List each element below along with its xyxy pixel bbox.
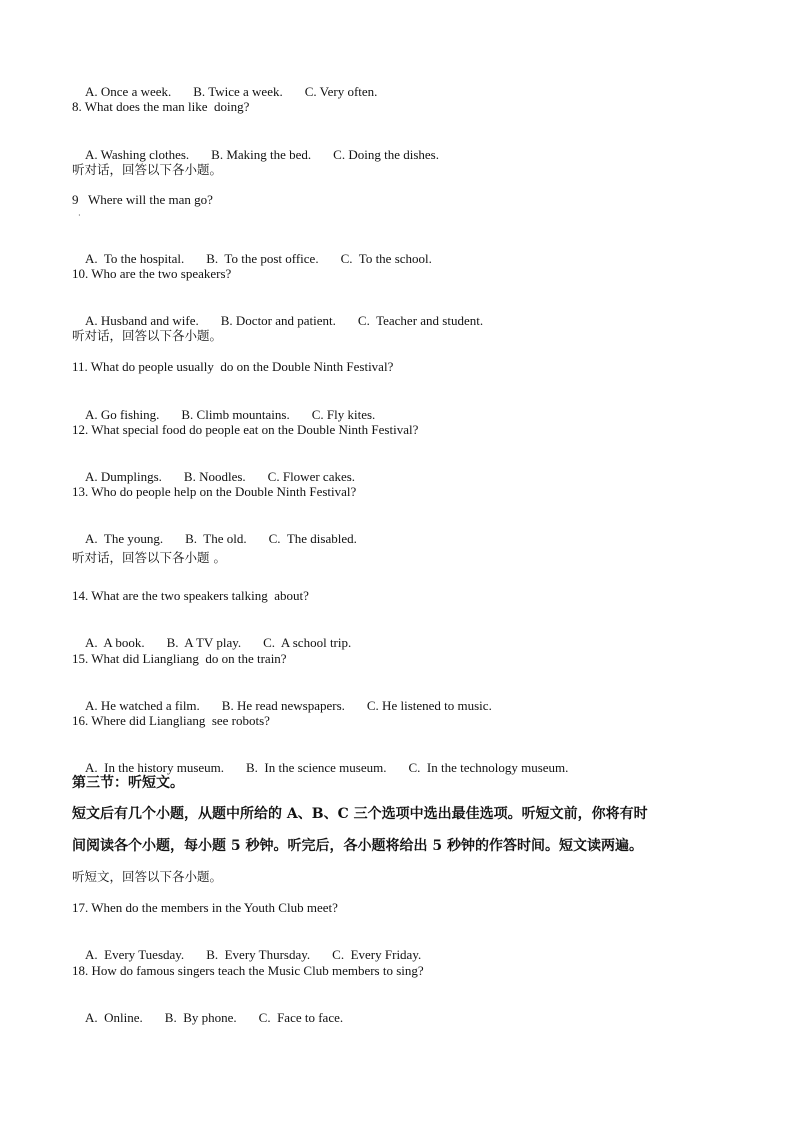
option-b: B. A TV play.: [166, 635, 242, 650]
option-a: A. Once a week.: [85, 84, 172, 99]
option-c: C. Doing the dishes.: [333, 147, 439, 162]
option-a: A. In the history museum.: [85, 760, 225, 775]
option-a: A. To the hospital.: [85, 251, 185, 266]
option-c: C. To the school.: [340, 251, 432, 266]
option-a: A. Every Tuesday.: [85, 947, 185, 962]
option-b: B. Climb mountains.: [181, 407, 290, 422]
option-b: B. Noodles.: [183, 469, 246, 484]
section-instruction: 听短文，回答以下各小题。: [72, 869, 223, 884]
section-instruction: 听对话，回答以下各小题。: [72, 162, 223, 177]
option-a: A. He watched a film.: [85, 698, 200, 713]
question-8: 8. What does the man like doing?: [72, 99, 250, 114]
option-a: A. The young.: [85, 531, 164, 546]
section-heading: 第三节：听短文。: [72, 775, 184, 791]
options-line: [72, 994, 365, 1042]
question-18: 18. How do famous singers teach the Music Club members to sing?: [72, 963, 424, 978]
option-b: B. Twice a week.: [193, 84, 283, 99]
option-c: C. The disabled.: [268, 531, 357, 546]
question-11: 11. What do people usually do on the Double Ninth Festival?: [72, 359, 394, 374]
question-16: 16. Where did Liangliang see robots?: [72, 713, 270, 728]
option-c: C. Every Friday.: [332, 947, 422, 962]
option-b: B. In the science museum.: [246, 760, 387, 775]
section-directions-line-1: 短文后有几个小题，从题中所给的 A、B、C 三个选项中选出最佳选项。听短文前，你将有时: [72, 806, 648, 822]
option-c: C. A school trip.: [263, 635, 352, 650]
option-c: C. Fly kites.: [311, 407, 376, 422]
question-14: 14. What are the two speakers talking about?: [72, 588, 309, 603]
option-b: B. To the post office.: [206, 251, 319, 266]
section-instruction: 听对话，回答以下各小题。: [72, 328, 223, 343]
option-c: C. Flower cakes.: [267, 469, 356, 484]
option-a: A. Dumplings.: [85, 469, 162, 484]
option-a: A. Go fishing.: [85, 407, 160, 422]
section-instruction: 听对话，回答以下各小题 。: [72, 550, 226, 565]
question-12: 12. What special food do people eat on the Double Ninth Festival?: [72, 422, 419, 437]
question-10: 10. Who are the two speakers?: [72, 266, 232, 281]
question-13: 13. Who do people help on the Double Ninth Festival?: [72, 484, 357, 499]
question-15: 15. What did Liangliang do on the train?: [72, 651, 287, 666]
option-c: C. In the technology museum.: [408, 760, 569, 775]
section-directions-line-2: 间阅读各个小题，每小题 5 秒钟。听完后，各小题将给出 5 秒钟的作答时间。短文读两遍。: [72, 838, 643, 854]
option-c: C. Face to face.: [258, 1010, 344, 1025]
option-b: B. Doctor and patient.: [220, 313, 336, 328]
question-17: 17. When do the members in the Youth Club meet?: [72, 900, 338, 915]
option-a: A. Husband and wife.: [85, 313, 199, 328]
option-b: B. Making the bed.: [211, 147, 312, 162]
question-9: 9 Where will the man go?: [72, 192, 213, 207]
stray-dot: ·: [78, 211, 81, 220]
option-b: B. Every Thursday.: [206, 947, 311, 962]
option-c: C. Very often.: [304, 84, 378, 99]
option-a: A. Online.: [85, 1010, 143, 1025]
option-c: C. Teacher and student.: [357, 313, 484, 328]
option-b: B. The old.: [185, 531, 247, 546]
option-c: C. He listened to music.: [366, 698, 492, 713]
option-a: A. Washing clothes.: [85, 147, 190, 162]
option-a: A. A book.: [85, 635, 145, 650]
option-b: B. By phone.: [164, 1010, 237, 1025]
option-b: B. He read newspapers.: [221, 698, 345, 713]
